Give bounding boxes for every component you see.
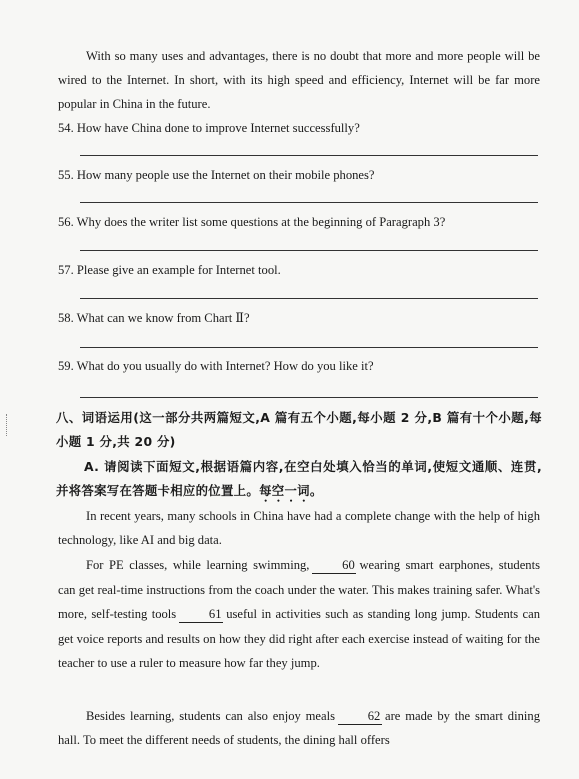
binding-margin-mark xyxy=(6,414,9,436)
section-a-instruction xyxy=(56,455,542,505)
question-54: 54. How have China done to improve Internet successfully? xyxy=(58,121,360,135)
answer-line-55[interactable] xyxy=(80,202,538,203)
paragraph-2-text-c: useful in activities such as standing long jump. Students can get voice reports and results on how they did right after each exercise instead of waiting for the teacher to use a ruler to measure how far they jump. xyxy=(58,607,540,671)
section-heading: 八、词语运用(这一部分共两篇短文,A 篇有五个小题,每小题 2 分,B 篇有十个小题,每小题 1 分,共 20 分) xyxy=(56,410,542,449)
question-56: 56. Why does the writer list some questions at the beginning of Paragraph 3? xyxy=(58,215,446,229)
answer-line-54[interactable] xyxy=(80,155,538,156)
question-59: 59. What do you usually do with Internet? How do you like it? xyxy=(58,359,374,373)
paragraph-3-text-b: are made by the smart dining hall. To meet the different needs of students, the dining hall offers xyxy=(58,709,540,747)
passage-a-paragraph-1: In recent years, many schools in China have had a complete change with the help of high technology, like AI and big data. xyxy=(58,509,540,547)
question-55: 55. How many people use the Internet on their mobile phones? xyxy=(58,168,375,182)
paragraph-3-text-a: Besides learning, students can also enjoy meals xyxy=(86,709,336,723)
paragraph-2-text-b: wearing smart earphones, students can get real-time instructions from the coach under the water. This makes training safer. What's more, self-testing tools xyxy=(58,558,541,622)
question-57: 57. Please give an example for Internet tool. xyxy=(58,263,281,277)
passage-conclusion: With so many uses and advantages, there is no doubt that more and more people will be wired to the Internet. In short, with its high speed and efficiency, Internet will be far more popular in China in the future. xyxy=(58,49,540,111)
answer-line-58[interactable] xyxy=(80,347,538,348)
blank-60[interactable]: 60 xyxy=(312,558,356,574)
answer-line-57[interactable] xyxy=(80,298,538,299)
passage-a-paragraph-2 xyxy=(58,553,540,676)
blank-62[interactable]: 62 xyxy=(338,709,382,725)
answer-line-59[interactable] xyxy=(80,397,538,398)
paragraph-2-text-a: For PE classes, while learning swimming, xyxy=(86,558,310,572)
question-58: 58. What can we know from Chart Ⅱ? xyxy=(58,311,250,325)
blank-61[interactable]: 61 xyxy=(179,607,223,623)
instruction-end: 。 xyxy=(309,483,323,498)
passage-a-paragraph-3 xyxy=(58,704,540,752)
instruction-text: A. 请阅读下面短文,根据语篇内容,在空白处填入恰当的单词,使短文通顺、连贯,并将答案写在答题卡相应的位置上。 xyxy=(56,459,542,498)
answer-line-56[interactable] xyxy=(80,250,538,251)
instruction-emphasis: 每空一词 xyxy=(259,483,310,498)
